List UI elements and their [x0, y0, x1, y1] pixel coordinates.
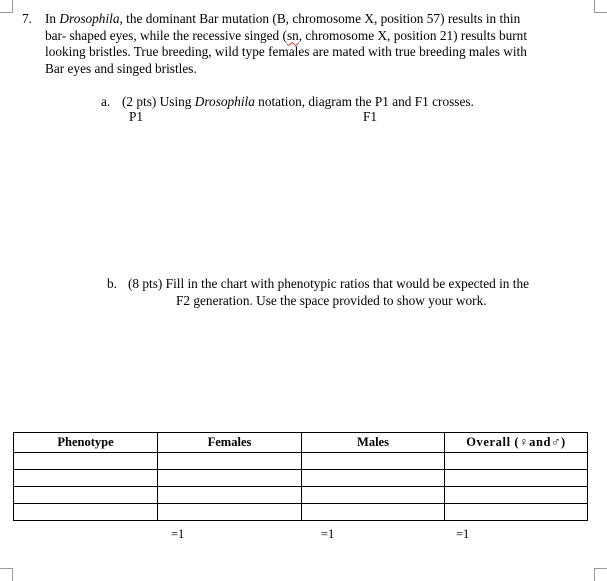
- table-row: [14, 470, 588, 487]
- table-cell[interactable]: [14, 504, 158, 521]
- question-line-3: looking bristles. True breeding, wild type females are mated with true breeding males with: [45, 44, 527, 59]
- overall-total: =1: [456, 527, 470, 541]
- part-a-prompt: a. (2 pts) Using Drosophila notation, diagram the P1 and F1 crosses.: [101, 94, 474, 109]
- question-number: 7.: [22, 11, 32, 26]
- table-cell[interactable]: [445, 487, 588, 504]
- p1-label: P1: [129, 109, 144, 124]
- header-males: Males: [302, 433, 445, 453]
- page-corner-mark: [0, 0, 13, 13]
- part-b-prompt: [107, 275, 529, 309]
- part-b-line-1: (8 pts) Fill in the chart with phenotypic ratios that would be expected in the: [128, 276, 530, 291]
- table-cell[interactable]: [302, 504, 445, 521]
- table-cell[interactable]: [445, 453, 588, 470]
- table-cell[interactable]: [14, 487, 158, 504]
- table-cell[interactable]: [158, 470, 302, 487]
- table-cell[interactable]: [302, 487, 445, 504]
- table-header-row: [14, 433, 588, 453]
- part-a-letter: a.: [101, 94, 111, 109]
- table-cell[interactable]: [14, 453, 158, 470]
- question-line-4: Bar eyes and singed bristles.: [45, 60, 197, 76]
- phenotype-ratio-table: [13, 432, 588, 521]
- part-b-letter: b.: [107, 276, 117, 291]
- page-corner-mark: [594, 568, 607, 581]
- question-text: [45, 11, 580, 77]
- f1-label: F1: [363, 109, 378, 124]
- species-name: Drosophila: [194, 94, 255, 109]
- males-total: =1: [321, 527, 335, 541]
- table-cell[interactable]: [14, 470, 158, 487]
- table-cell[interactable]: [302, 470, 445, 487]
- header-overall: Overall (♀and♂): [445, 433, 588, 453]
- species-name: Drosophila: [59, 11, 120, 26]
- table-cell[interactable]: [302, 453, 445, 470]
- table-row: [14, 487, 588, 504]
- page-corner-mark: [0, 568, 13, 581]
- females-total: =1: [171, 527, 185, 541]
- question-line-1: In Drosophila, the dominant Bar mutation (B, chromosome X, position 57) results in thin: [45, 11, 521, 26]
- table-cell[interactable]: [158, 453, 302, 470]
- table-row: [14, 504, 588, 521]
- question-line-2: bar- shaped eyes, while the recessive singed (sn, chromosome X, position 21) results burnt: [45, 27, 528, 43]
- spellcheck-flagged-word: sn: [286, 27, 299, 43]
- table-cell[interactable]: [158, 504, 302, 521]
- header-females: Females: [158, 433, 302, 453]
- page-corner-mark: [594, 0, 607, 13]
- header-phenotype: Phenotype: [14, 433, 158, 453]
- table-row: [14, 453, 588, 470]
- table-cell[interactable]: [158, 487, 302, 504]
- table-cell[interactable]: [445, 470, 588, 487]
- table-cell[interactable]: [445, 504, 588, 521]
- part-b-line-2: F2 generation. Use the space provided to show your work.: [176, 293, 487, 308]
